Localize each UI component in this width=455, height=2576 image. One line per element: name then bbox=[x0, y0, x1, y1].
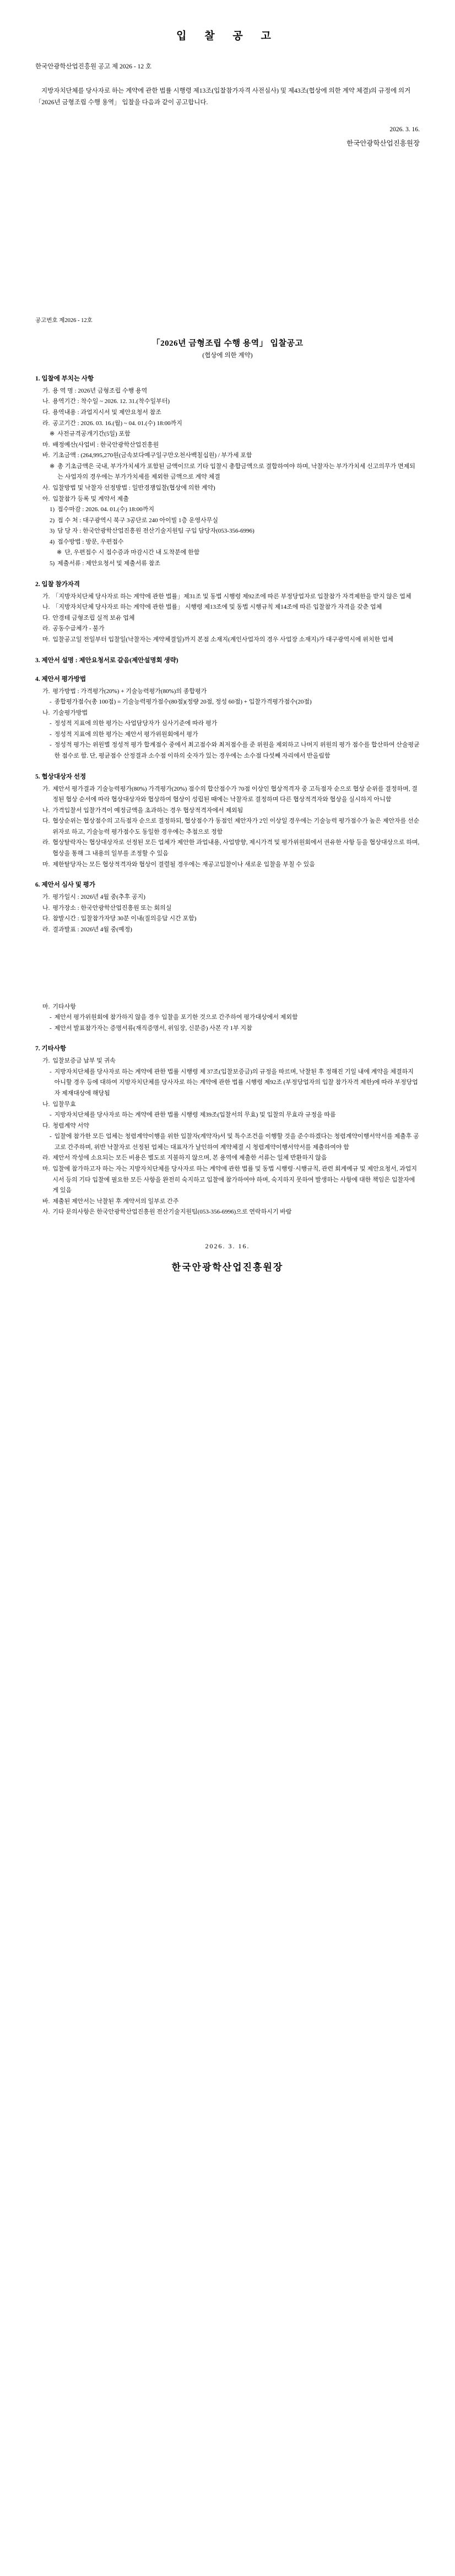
list-item-text: 접 수 처 : 대구광역시 북구 3공단로 240 아이빌 1층 운영사무실 bbox=[57, 517, 218, 524]
list-item-text: 총 기초금액은 국내, 부가가치세가 포함된 금액이므로 기타 입찰시 총합금액으로 결합하여야 하며, 낙찰자는 부가가치세 신고의무가 면제되는 사업자의 경우에는 부가가치세를 제외한 금액으로 계약 체결 bbox=[57, 463, 415, 481]
list-item-text: 담 당 자 : 한국안광학산업진흥원 전산기술지원팀 구입 담당자(053-356-6996) bbox=[57, 528, 254, 535]
list-item bbox=[35, 1002, 420, 1013]
list-item bbox=[35, 784, 420, 806]
list-item-text: 용역기간 : 착수일 ~ 2026. 12. 31.(착수일부터) bbox=[52, 398, 170, 405]
list-item-text: 종합평가점수(총 100점) = 기술능력평가점수(80점)(정량 20점, 정성 60점) + 입찰가격평가점수(20점) bbox=[54, 699, 312, 706]
list-item bbox=[35, 537, 420, 548]
spacer-top bbox=[35, 151, 420, 316]
list-item-marker: 다. bbox=[42, 409, 50, 416]
list-item bbox=[35, 429, 420, 440]
list-item-marker: 다. bbox=[42, 1122, 50, 1129]
list-item-marker: - bbox=[50, 1068, 52, 1075]
list-item-marker: 나. bbox=[42, 709, 50, 716]
list-item-marker: 아. bbox=[42, 495, 50, 502]
list-item-marker: - bbox=[50, 1133, 52, 1140]
list-item bbox=[35, 686, 420, 697]
list-item-text: 배정예산(사업비 : 한국안광학산업진흥원 bbox=[52, 441, 159, 448]
list-item-text: 공동수급체가 - 불가 bbox=[52, 625, 105, 632]
issue-date: 2026. 3. 16. bbox=[389, 126, 420, 133]
list-item-marker: 가. bbox=[42, 593, 50, 600]
list-item-text: 제안서 발표참가자는 증명서류(재직증명서, 위임장, 신분증) 사본 각 1부 지참 bbox=[54, 1024, 252, 1032]
list-item-marker: 나. bbox=[42, 604, 50, 611]
section-item-list bbox=[35, 892, 420, 935]
list-item bbox=[35, 1023, 420, 1034]
list-item-marker: 사. bbox=[42, 1209, 50, 1216]
list-item-marker: 가. bbox=[42, 785, 50, 792]
section-item-list bbox=[35, 784, 420, 871]
list-item bbox=[35, 396, 420, 407]
list-item-marker: - bbox=[50, 1014, 52, 1021]
list-item-text: 결과발표 : 2026년 4월 중(예정) bbox=[52, 926, 132, 933]
list-item-marker: 라. bbox=[42, 1155, 50, 1162]
list-item-marker: 사. bbox=[42, 485, 50, 492]
list-item bbox=[35, 516, 420, 527]
list-item-text: 「지방자치단체 당사자로 하는 계약에 관한 법률」제31조 및 동법 시행령 제92조에 따른 부정당업자로 입찰참가 자격제한을 받지 않은 업체 bbox=[52, 593, 411, 600]
list-item-text: 참발시간 : 입찰참가자당 30분 이내(질의응답 시간 포함) bbox=[52, 915, 197, 922]
section-item-list bbox=[35, 592, 420, 646]
list-item-marker: 다. bbox=[42, 818, 50, 825]
list-item-text: 협상탈락자는 협상대상자로 선정된 모든 업체가 제안한 과업내용, 사업방향, 제시가격 및 평가위원회에서 권유한 사항 등을 협상대상으로 하며, 협상을 통해 그 내용의 일부를 조정할 수 있음 bbox=[52, 839, 420, 857]
list-item-marker: 바. bbox=[42, 1198, 50, 1205]
notice-title: 「2026년 금형조립 수행 용역」 입찰공고 bbox=[151, 339, 304, 348]
list-item bbox=[35, 1207, 420, 1218]
list-item-text: 제출서류 : 제안요청서 및 제출서류 참조 bbox=[57, 560, 160, 567]
list-item-text: 기술평가방법 bbox=[52, 709, 88, 716]
list-item-marker: 라. bbox=[42, 420, 50, 427]
section-item-list bbox=[35, 686, 420, 762]
section-item-list bbox=[35, 1056, 420, 1218]
list-item-marker: 라. bbox=[42, 625, 50, 632]
list-item-marker: 마. bbox=[42, 861, 50, 868]
list-item bbox=[35, 559, 420, 570]
list-item-text: 제한탈당자는 모든 협상적격자와 협상이 결렬될 경우에는 재공고입찰이나 새로운 입찰을 부칠 수 있음 bbox=[52, 861, 315, 868]
list-item-text: 기초금액 : (264,995,270원(금속보다예구일구만오천사백칠십원) / 부가세 포함 bbox=[52, 452, 252, 459]
list-item-text: 공고기간 : 2026. 03. 16.(월) ~ 04. 01.(수) 18:00까지 bbox=[52, 420, 182, 427]
intro-paragraph: 지방자치단체를 당사자로 하는 계약에 관한 법률 시행령 제13조(입찰참가자격 사전심사) 및 제43조(협상에 의한 계약 체결)의 규정에 의거 「2026년 금형조립 수행 용역」 입찰을 다음과 같이 공고합니다. bbox=[35, 87, 411, 106]
list-item-text: 제안서 평가위원회에 참가하지 않을 경우 입찰을 포기한 것으로 간주하여 평가대상에서 제외함 bbox=[54, 1014, 298, 1021]
list-item bbox=[35, 526, 420, 537]
list-item bbox=[35, 1131, 420, 1153]
section-heading: 7. 기타사항 bbox=[35, 1045, 66, 1053]
section-heading: 5. 협상대상자 선정 bbox=[35, 773, 86, 780]
list-item-text: 입찰방법 및 낙찰자 선정방법 : 일반경쟁입찰(협상에 의한 계약) bbox=[52, 485, 215, 492]
list-item-marker: 2) bbox=[50, 517, 55, 524]
list-item bbox=[35, 440, 420, 451]
list-item bbox=[35, 708, 420, 719]
issue-date-block bbox=[35, 124, 420, 151]
list-item bbox=[35, 697, 420, 708]
list-item-marker: 5) bbox=[50, 560, 55, 567]
list-item-marker: 가. bbox=[42, 1058, 50, 1065]
list-item bbox=[35, 461, 420, 483]
list-item-marker: - bbox=[50, 1112, 52, 1119]
list-item bbox=[35, 1099, 420, 1110]
list-item bbox=[35, 1196, 420, 1208]
list-item-marker: - bbox=[50, 742, 52, 749]
notice-number-line: 한국안광학산업진흥원 공고 제 2026 - 12 호 bbox=[35, 63, 152, 70]
list-item bbox=[35, 1153, 420, 1164]
list-item-text: 가격입찰서 입찰가격이 예정금액을 초과하는 경우 협상적격자에서 제외됨 bbox=[52, 807, 243, 814]
list-item-marker: 다. bbox=[42, 915, 50, 922]
list-item-text: 접수마감 : 2026. 04. 01.(수) 18:00까지 bbox=[57, 506, 154, 513]
list-item-text: 제안서 평가결과 기술능력평가(80%) 가격평가(20%) 점수의 합산점수가 70점 이상인 협상적격자 중 고득점자 순으로 협상 순위를 결정하며, 결정된 협상 순서에 따라 협상대상자와 협상하여 협상이 성립된 때에는 낙찰자로 결정하며 다른 협상적격자와 협상을 실시하지 아니함 bbox=[52, 785, 418, 803]
list-item bbox=[35, 602, 420, 613]
list-item bbox=[35, 892, 420, 903]
list-item bbox=[35, 494, 420, 505]
list-item-text: 접수방법 : 방문, 우편접수 bbox=[57, 538, 124, 545]
section-heading: 1. 입찰에 부치는 사항 bbox=[35, 375, 94, 382]
list-item-marker: 3) bbox=[50, 528, 55, 535]
list-item-marker: 나. bbox=[42, 1101, 50, 1108]
section-heading: 2. 입찰 참가자격 bbox=[35, 581, 80, 588]
issuer-name: 한국안광학산업진흥원장 bbox=[346, 139, 420, 148]
list-item-text: 협상순위는 협상점수의 고득점자 순으로 결정하되, 협상점수가 동점인 제안자가 2인 이상일 경우에는 기술능력 평가점수가 높은 제안자를 선순위자로 하고, 기술능력 평가점수도 동일한 경우에는 추첨으로 정함 bbox=[52, 818, 420, 835]
list-item bbox=[35, 1164, 420, 1196]
list-item-text: 평가일시 : 2026년 4월 중(추후 공지) bbox=[52, 894, 145, 901]
list-item-text: 사전규격공개기간(5일) 포함 bbox=[57, 431, 131, 438]
list-item-marker: - bbox=[50, 1024, 52, 1032]
list-item bbox=[35, 418, 420, 430]
list-item bbox=[35, 925, 420, 936]
list-item-text: 기타 문의사항은 한국안광학산업진흥원 전산기술지원팀(053-356-6996)으로 연락하시기 바람 bbox=[52, 1209, 292, 1216]
list-item-marker: 마. bbox=[42, 441, 50, 448]
sections-container-2 bbox=[35, 1002, 420, 1218]
list-item-marker: ※ bbox=[50, 431, 55, 438]
list-item-marker: 마. bbox=[42, 1003, 50, 1010]
list-item-text: 정성적 지표에 의한 평가는 제안서 평가위원회에서 평가 bbox=[54, 731, 198, 738]
list-item-marker: 가. bbox=[42, 688, 50, 695]
list-item bbox=[35, 718, 420, 729]
list-item bbox=[35, 505, 420, 516]
list-item bbox=[35, 1067, 420, 1099]
list-item bbox=[35, 635, 420, 646]
list-item bbox=[35, 838, 420, 859]
list-item-marker: - bbox=[50, 720, 52, 727]
list-item-text: 정성적 평가는 위원별 정성적 평가 합계점수 중에서 최고점수와 최저점수를 준 위원을 제외하고 나머지 위원의 평가 점수를 합산하여 산술평균한 점수로 함. 단, 평균점수 산정결과 소수점 이하의 숫자가 있는 경우에는 소수점 다섯째 자리에서 반올림함 bbox=[54, 742, 420, 759]
list-item-marker: ※ bbox=[57, 549, 62, 556]
list-item-text: 정성적 지표에 의한 평가는 사업담당자가 심사기준에 따라 평가 bbox=[54, 720, 218, 727]
list-item bbox=[35, 407, 420, 418]
list-item-marker: 바. bbox=[42, 452, 50, 459]
list-item-marker: 가. bbox=[42, 387, 50, 394]
list-item-marker: - bbox=[50, 731, 52, 738]
list-item-text: 용 역 명 : 2026년 금형조립 수행 용역 bbox=[52, 387, 148, 394]
spacer-mid bbox=[35, 936, 420, 1002]
list-item-text: 제출된 제안서는 낙찰된 후 계약서의 일부로 간주 bbox=[52, 1198, 179, 1205]
list-item-text: 안경테 금형조립 실적 보유 업체 bbox=[52, 614, 135, 621]
list-item-text: 입찰무효 bbox=[52, 1101, 76, 1108]
footer-date: 2026. 3. 16. bbox=[205, 1242, 250, 1250]
list-item-marker: 1) bbox=[50, 506, 55, 513]
list-item-marker: 나. bbox=[42, 398, 50, 405]
list-item-marker: - bbox=[50, 699, 52, 706]
list-item-text: 지방자치단체를 당사자로 하는 계약에 관한 법률 시행령 제39조(입찰서의 무효) 및 입찰의 무효라 규정을 따름 bbox=[54, 1112, 336, 1119]
list-item-text: 제안서 작성에 소요되는 모든 비용은 별도로 지불하지 않으며, 본 용역에 제출한 서류는 일체 반환하지 않음 bbox=[52, 1155, 327, 1162]
list-item bbox=[35, 592, 420, 603]
list-item-text: 입찰참가 등록 및 계약서 제출 bbox=[52, 495, 129, 502]
list-item-marker: 마. bbox=[42, 636, 50, 643]
list-item bbox=[35, 860, 420, 871]
list-item bbox=[35, 729, 420, 740]
list-item-text: 평가방법 : 가격평가(20%) + 기술능력평가(80%)의 종합평가 bbox=[52, 688, 207, 695]
list-item-text: 지방자치단체를 당사자로 하는 계약에 관한 법률 시행령 제 37조(입찰보증금)의 규정을 따르며, 낙찰된 후 정해진 기일 내에 계약을 체결하지 아니할 경우 등에 대하여 지방자치단체를 당사자로 하는 계약에 관한 법률 시행령 제92조 (부정당업자의 입찰 참가자격 제한)에 따라 부정당업자 제재대상에 해당됨 bbox=[54, 1068, 418, 1097]
list-item bbox=[35, 903, 420, 914]
list-item bbox=[35, 1110, 420, 1121]
list-item-text: 청렴계약 서약 bbox=[52, 1122, 89, 1129]
list-item-text: 용역내용 : 과업지시서 및 제안요청서 참조 bbox=[52, 409, 161, 416]
list-item-text: 단, 우편접수 시 접수증과 마감시간 내 도착분에 한함 bbox=[64, 549, 200, 556]
list-item-marker: 나. bbox=[42, 904, 50, 911]
list-item bbox=[35, 613, 420, 624]
section-heading: 6. 제안서 심사 및 평가 bbox=[35, 882, 95, 889]
list-item-marker: ※ bbox=[50, 463, 55, 470]
sections-container bbox=[35, 374, 420, 936]
notice-subtitle: (협상에 의한 계약) bbox=[202, 352, 253, 359]
list-item-marker: 다. bbox=[42, 614, 50, 621]
list-item-text: 입찰보증금 납부 및 귀속 bbox=[52, 1058, 116, 1065]
notice-number: 공고번호 제2026 - 12호 bbox=[35, 317, 93, 324]
list-item bbox=[35, 1012, 420, 1023]
list-item-marker: 가. bbox=[42, 894, 50, 901]
list-item bbox=[35, 914, 420, 925]
list-item bbox=[35, 1121, 420, 1132]
list-item bbox=[35, 450, 420, 461]
list-item bbox=[35, 483, 420, 494]
list-item-text: 입찰에 참가하고자 하는 자는 지방자치단체를 당사자로 하는 계약에 관한 법률 및 동법 시행령·시행규칙, 관련 회계예규 및 제안요청서, 과업지시서 등의 기타 입찰에 필요한 모든 사항을 완전히 숙지하고 입찰에 참가하여야 하며, 숙지하지 못하여 발생하는 사항에 대한 책임은 입찰자에게 있음 bbox=[52, 1166, 417, 1194]
section-heading: 4. 제안서 평가방법 bbox=[35, 675, 86, 683]
section-item-list bbox=[35, 1002, 420, 1034]
section-heading: 3. 제안서 설명 : 제안요청서로 갈음(제안설명회 생략) bbox=[35, 657, 178, 664]
page-title: 입 찰 공 고 bbox=[176, 30, 279, 42]
list-item bbox=[35, 1056, 420, 1067]
list-item-text: 평가장소 : 한국안광학산업진흥원 또는 회의실 bbox=[52, 904, 172, 911]
list-item-marker: 나. bbox=[42, 807, 50, 814]
list-item bbox=[35, 816, 420, 838]
list-item-marker: 4) bbox=[50, 538, 55, 545]
list-item-text: 기타사항 bbox=[52, 1003, 76, 1010]
footer-organization: 한국안광학산업진흥원장 bbox=[171, 1262, 284, 1273]
list-item bbox=[35, 740, 420, 761]
list-item-text: 입찰공고일 전일부터 입찰일(낙찰자는 계약체결일)까지 본점 소재지(계인사업자의 경우 사업장 소재지)가 대구광역시에 위치한 업체 bbox=[52, 636, 394, 643]
list-item-text: 「지방자치단체 당사자로 하는 계약에 관한 법률」 시행령 제13조에 및 동법 시행규칙 제14조에 따른 입찰참가 자격을 갖춘 업체 bbox=[52, 604, 382, 611]
list-item-text: 입찰에 참가한 모든 업체는 청렴계약이행을 위한 입찰자(계약자)서 및 특수조건을 이행할 것을 준수하겠다는 청렴계약이행서약서를 제출후 공고로 간주하며, 위반 낙찰자로 선정된 업체는 대표자가 날인하여 계약체결 시 청렴계약이행서약서를 제출하여야 함 bbox=[54, 1133, 419, 1151]
section-item-list bbox=[35, 386, 420, 570]
list-item bbox=[35, 806, 420, 817]
list-item bbox=[35, 386, 420, 397]
list-item-marker: 라. bbox=[42, 926, 50, 933]
list-item bbox=[35, 624, 420, 635]
list-item-marker: 마. bbox=[42, 1166, 50, 1173]
list-item bbox=[35, 548, 420, 559]
list-item-marker: 라. bbox=[42, 839, 50, 846]
